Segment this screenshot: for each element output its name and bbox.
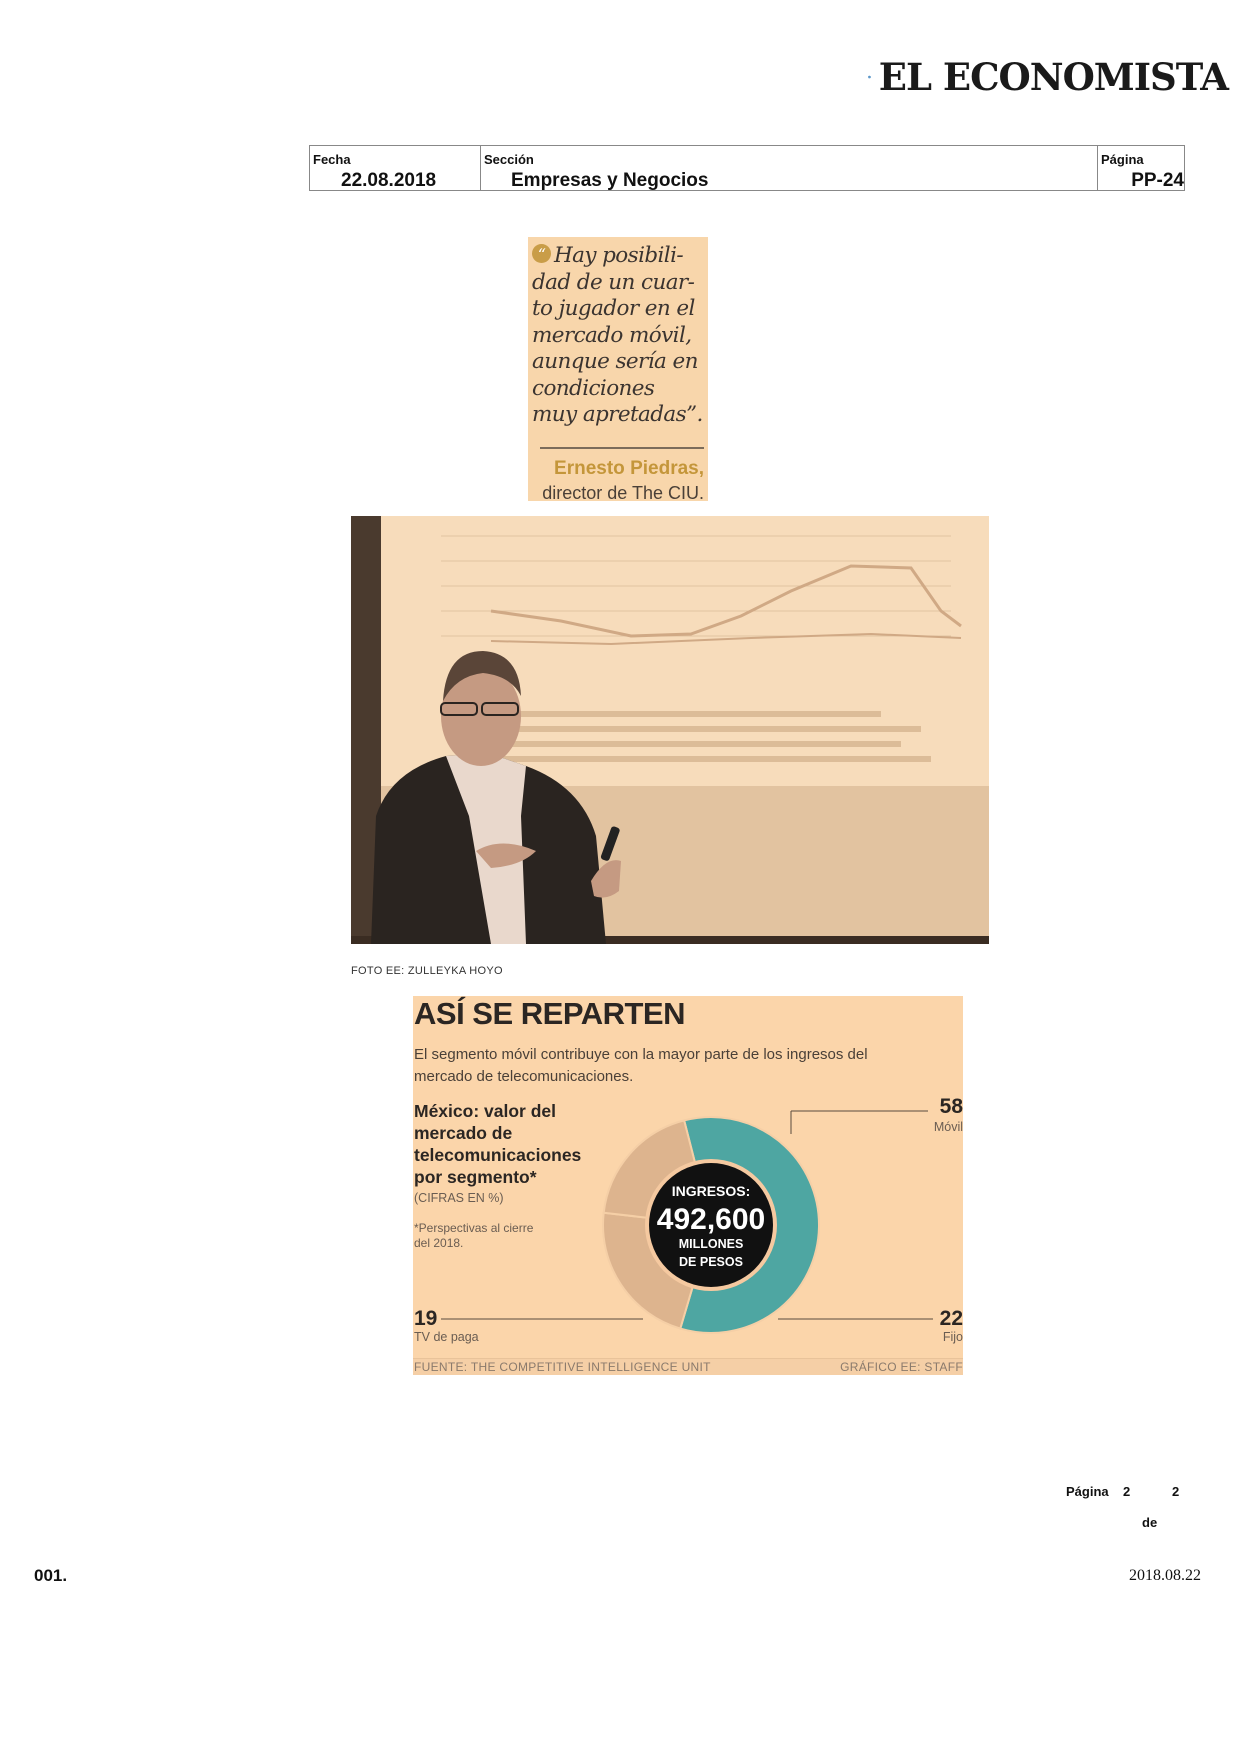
clipping-info-table: [309, 145, 1185, 191]
photo-illustration: [351, 516, 989, 944]
pagina-value: PP-24: [1131, 170, 1184, 191]
chart-footnote: *Perspectivas al cierre del 2018.: [414, 1221, 534, 1250]
movil-label: Móvil: [933, 1120, 963, 1134]
fecha-label: Fecha: [313, 152, 351, 167]
infographic: [413, 996, 963, 1375]
seccion-cell: [480, 146, 1097, 190]
pagina-cell: [1097, 146, 1184, 190]
movil-value: 58: [939, 1095, 963, 1118]
tv-label: TV de paga: [414, 1330, 479, 1344]
seccion-value: Empresas y Negocios: [511, 170, 709, 191]
center-unit-2: DE PESOS: [679, 1255, 743, 1269]
infographic-title: ASÍ SE REPARTEN: [414, 996, 685, 1031]
chart-heading: México: valor del mercado de telecomunicaciones por segmento*: [414, 1101, 582, 1187]
page-current: 2: [1123, 1484, 1131, 1499]
seccion-label: Sección: [484, 152, 534, 167]
donut-chart: [413, 996, 963, 1375]
swirl-logo-icon: [868, 59, 871, 95]
page-total: 2: [1172, 1484, 1180, 1499]
pull-quote: [528, 237, 708, 501]
quote-text: Hay posibili-dad de un cuar-to jugador en el mercado móvil, aunque sería en condiciones muy apretadas”.: [532, 243, 703, 427]
quote-text-block: [532, 243, 704, 429]
quote-divider: [540, 447, 704, 449]
infographic-credit: GRÁFICO EE: STAFF: [840, 1360, 963, 1374]
newspaper-logo: [868, 54, 1228, 100]
center-value: 492,600: [656, 1203, 766, 1236]
clipping-date: 2018.08.22: [1129, 1567, 1201, 1584]
chart-units: (CIFRAS EN %): [414, 1191, 504, 1205]
logo-wordmark: EL ECONOMISTA: [878, 55, 1228, 99]
fijo-value: 22: [939, 1307, 963, 1330]
infographic-source: FUENTE: THE COMPETITIVE INTELLIGENCE UNIT: [414, 1360, 711, 1374]
quote-author: Ernesto Piedras,: [554, 457, 704, 479]
fijo-label: Fijo: [942, 1330, 963, 1344]
quote-role: director de The CIU.: [542, 482, 704, 503]
page-of: de: [1142, 1515, 1158, 1530]
center-unit-1: MILLONES: [678, 1237, 744, 1251]
fecha-cell: [310, 146, 480, 190]
page-counter-label: Página: [1066, 1484, 1109, 1499]
clipping-code: 001.: [34, 1566, 68, 1585]
photo-credit: FOTO EE: ZULLEYKA HOYO: [351, 965, 503, 977]
speaker-photo: [351, 516, 989, 944]
center-label: INGRESOS:: [671, 1183, 751, 1199]
quote-mark-icon: “: [532, 244, 551, 263]
fecha-value: 22.08.2018: [341, 170, 437, 191]
pagina-label: Página: [1101, 152, 1144, 167]
infographic-subtitle: El segmento móvil contribuye con la mayor parte de los ingresos del mercado de telecomunicaciones.: [414, 1046, 868, 1085]
tv-value: 19: [414, 1307, 438, 1330]
